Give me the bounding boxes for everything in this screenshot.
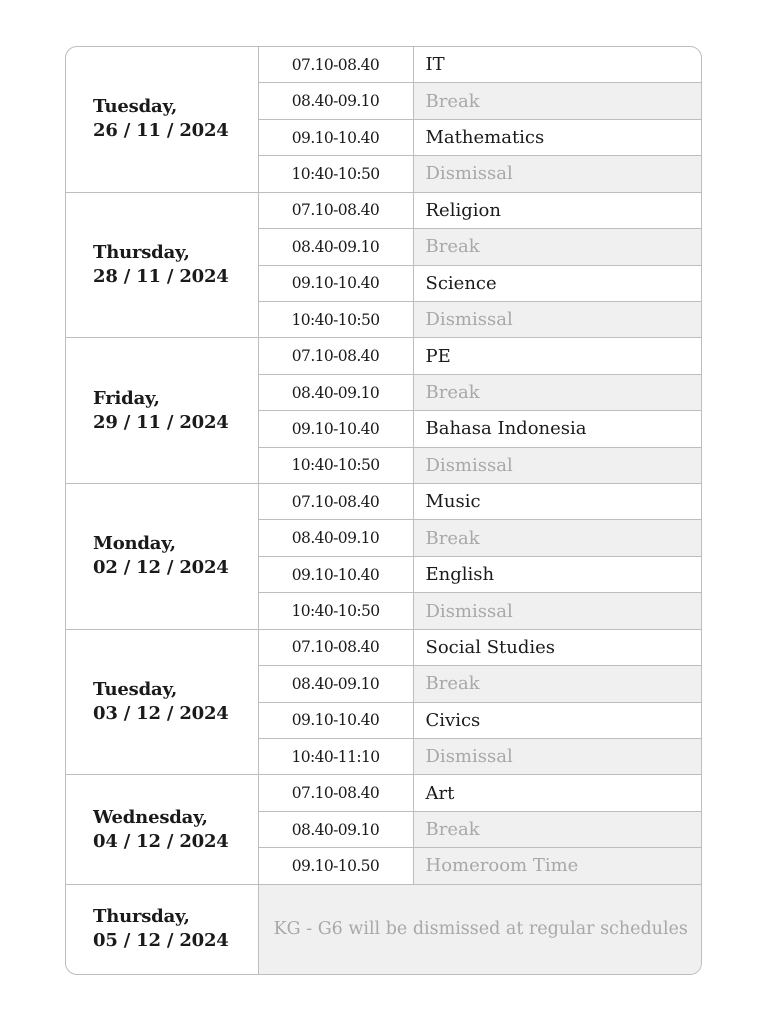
table-row [66,884,702,974]
time-cell: 07.10-08.40 [258,192,413,228]
date-label: 26 / 11 / 2024 [93,120,229,142]
time-cell: 10:40-10:50 [258,447,413,483]
date-cell [66,884,258,974]
day-label: Tuesday, [93,679,178,701]
subject-cell: IT [413,47,702,83]
time-cell: 07.10-08.40 [258,338,413,374]
time-cell: 09.10-10.50 [258,848,413,884]
time-cell: 07.10-08.40 [258,47,413,83]
time-cell: 09.10-10.40 [258,119,413,155]
subject-cell: Dismissal [413,156,702,192]
date-cell [66,484,258,630]
subject-cell: English [413,556,702,592]
schedule-table [66,47,702,974]
day-label: Tuesday, [93,96,178,118]
date-label: 05 / 12 / 2024 [93,930,229,952]
date-label: 02 / 12 / 2024 [93,557,229,579]
subject-cell: Break [413,666,702,702]
subject-cell: Dismissal [413,739,702,775]
time-cell: 07.10-08.40 [258,775,413,811]
subject-cell: Science [413,265,702,301]
subject-cell: Dismissal [413,593,702,629]
subject-cell: Break [413,811,702,847]
date-cell [66,629,258,775]
subject-cell: Art [413,775,702,811]
subject-cell: Homeroom Time [413,848,702,884]
table-row [66,775,702,811]
subject-cell: PE [413,338,702,374]
time-cell: 08.40-09.10 [258,374,413,410]
subject-cell: Break [413,520,702,556]
time-cell: 09.10-10.40 [258,265,413,301]
subject-cell: Music [413,484,702,520]
time-cell: 10:40-10:50 [258,301,413,337]
date-label: 29 / 11 / 2024 [93,411,229,433]
date-cell [66,192,258,338]
subject-cell: Dismissal [413,301,702,337]
time-cell: 08.40-09.10 [258,811,413,847]
table-row [66,484,702,520]
day-label: Wednesday, [93,806,208,828]
schedule-table-container [65,46,702,975]
table-row [66,629,702,665]
date-cell [66,47,258,192]
time-cell: 07.10-08.40 [258,629,413,665]
time-cell: 09.10-10.40 [258,702,413,738]
subject-cell: Civics [413,702,702,738]
subject-cell: Dismissal [413,447,702,483]
time-cell: 10:40-11:10 [258,739,413,775]
time-cell: 07.10-08.40 [258,484,413,520]
time-cell: 10:40-10:50 [258,593,413,629]
subject-cell: Mathematics [413,119,702,155]
date-label: 28 / 11 / 2024 [93,266,229,288]
subject-cell: Break [413,83,702,119]
dismissal-note: KG - G6 will be dismissed at regular schedules [258,884,702,974]
day-label: Thursday, [93,906,190,928]
time-cell: 08.40-09.10 [258,520,413,556]
schedule-body [66,47,702,974]
table-row [66,338,702,374]
day-label: Monday, [93,533,176,555]
date-label: 03 / 12 / 2024 [93,703,229,725]
table-row [66,192,702,228]
day-label: Friday, [93,387,160,409]
date-cell [66,775,258,884]
time-cell: 09.10-10.40 [258,411,413,447]
day-label: Thursday, [93,242,190,264]
table-row [66,47,702,83]
subject-cell: Bahasa Indonesia [413,411,702,447]
subject-cell: Break [413,229,702,265]
date-label: 04 / 12 / 2024 [93,830,229,852]
subject-cell: Social Studies [413,629,702,665]
time-cell: 08.40-09.10 [258,83,413,119]
time-cell: 09.10-10.40 [258,556,413,592]
time-cell: 08.40-09.10 [258,229,413,265]
date-cell [66,338,258,484]
subject-cell: Break [413,374,702,410]
subject-cell: Religion [413,192,702,228]
time-cell: 10:40-10:50 [258,156,413,192]
time-cell: 08.40-09.10 [258,666,413,702]
